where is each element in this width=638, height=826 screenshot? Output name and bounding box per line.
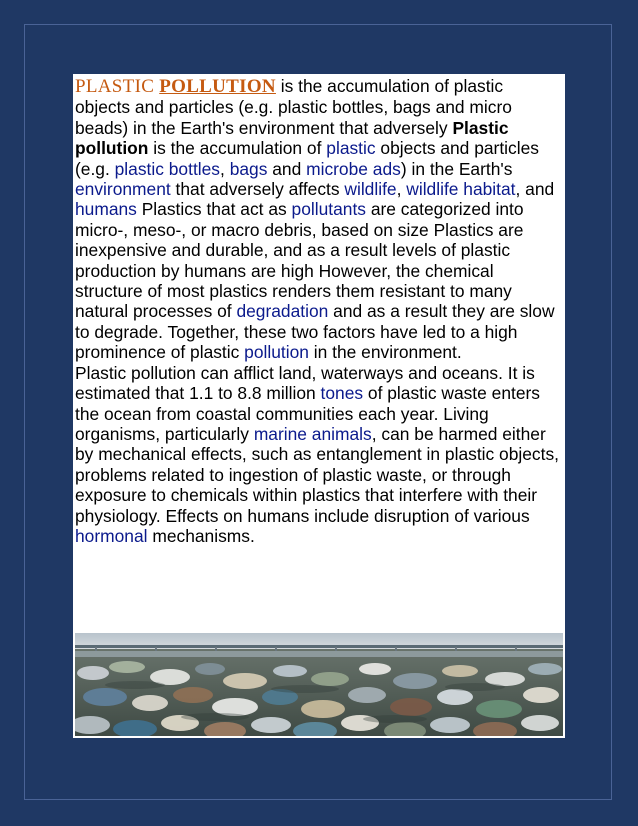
text-span: , [396, 179, 407, 200]
document-page [73, 74, 565, 738]
paragraph-2 [75, 363, 563, 547]
link-tones[interactable]: tones [320, 383, 364, 404]
link-bags[interactable]: bags [229, 158, 268, 179]
link-plastic[interactable]: plastic [326, 138, 376, 159]
link-degradation[interactable]: degradation [236, 301, 329, 322]
link-environment[interactable]: environment [75, 179, 171, 200]
link-hormonal[interactable]: hormonal [75, 525, 148, 546]
text-span: objects and particles (e.g. [75, 138, 539, 179]
link-wildlife[interactable]: wildlife [344, 179, 397, 200]
text-span: and [267, 158, 307, 179]
link-pollution[interactable]: pollution [244, 342, 309, 363]
plastic-waste-photo [75, 633, 563, 736]
link-wildlife-habitat[interactable]: wildlife habitat [406, 179, 516, 200]
title-plastic: PLASTIC [75, 76, 160, 97]
link-pollutants[interactable]: pollutants [291, 199, 366, 220]
link-humans[interactable]: humans [75, 199, 137, 220]
text-span: are categorized into micro-, meso-, or macro debris, based on size Plastics are inexpensive and durable, and as a result levels of plastic production by humans are high However, the chemical structure of most plastics renders them resistant to many natural processes of [75, 199, 524, 322]
text-span: mechanisms. [147, 525, 255, 546]
text-span: in the environment. [308, 342, 462, 363]
bold-plastic-pollution: Plastic pollution [75, 117, 509, 159]
paragraph-1 [75, 76, 563, 363]
text-span: and as a result they are slow to degrade. Together, these two factors have led to a high prominence of plastic [75, 301, 555, 363]
link-plastic-bottles[interactable]: plastic bottles [114, 158, 221, 179]
link-microbe-ads[interactable]: microbe ads [306, 158, 401, 179]
text-span: Plastic pollution can afflict land, waterways and oceans. It is estimated that 1.1 to 8.8 million [75, 362, 535, 404]
text-span: is the accumulation of plastic objects and particles (e.g. plastic bottles, bags and micro beads) in the Earth's environment that adversely [75, 76, 512, 138]
text-span: is the accumulation of [148, 138, 327, 159]
text-span: ) in the Earth's [400, 158, 513, 179]
document-body [75, 76, 563, 546]
text-span: that adversely affects [170, 179, 345, 200]
text-span: , can be harmed either by mechanical effects, such as entanglement in plastic objects, problems related to ingestion of plastic waste, or through exposure to chemicals within plastics that interfere with their physiology. Effects on humans include disruption of various [75, 423, 559, 526]
text-span: , and [515, 179, 555, 200]
text-span: of plastic waste enters the ocean from coastal communities each year. Living organisms, particularly [75, 383, 540, 444]
text-span: , [220, 158, 230, 179]
link-marine-animals[interactable]: marine animals [253, 423, 372, 444]
title-pollution: POLLUTION [159, 76, 276, 97]
text-span: Plastics that act as [136, 199, 292, 220]
